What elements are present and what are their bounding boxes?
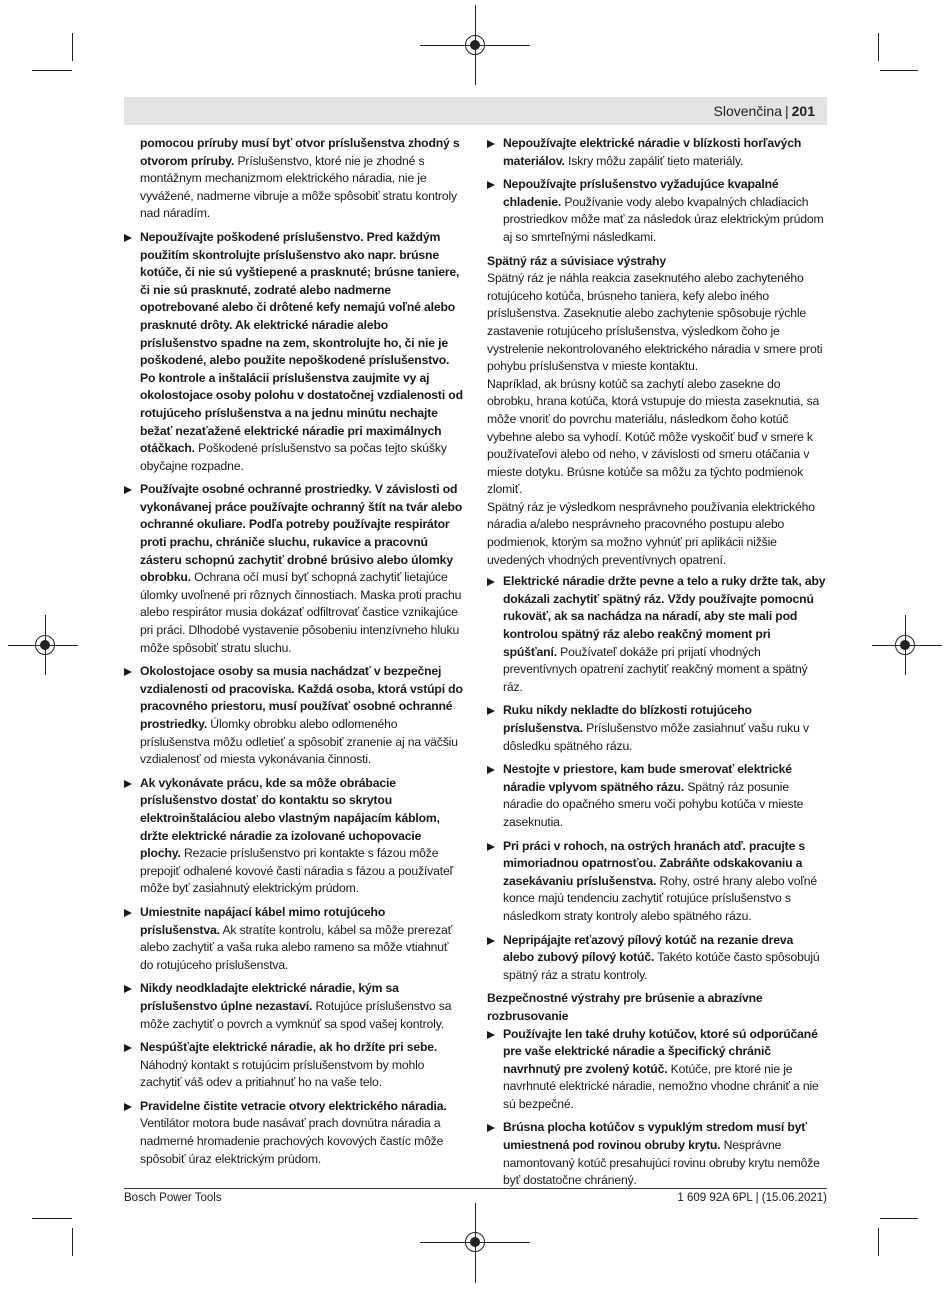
arrow-bullet-icon — [487, 181, 495, 189]
arrow-bullet-icon — [487, 1124, 495, 1132]
item-bold: Pri práci v rohoch, na ostrých hranách atď. pracujte s mimoriadnou opatrnosťou. Zabráňte odskakovaniu a zasekávaniu príslušenstva. — [503, 838, 806, 888]
item-bold: Pravidelne čistite vetracie otvory elektrického náradia. — [140, 1098, 447, 1113]
list-item — [487, 573, 827, 696]
item-bold: Nepoužívajte elektrické náradie v blízkosti horľavých materiálov. — [503, 136, 802, 168]
item-bold: Nepripájajte reťazový pílový kotúč na rezanie dreva alebo zubový pílový kotúč. — [503, 932, 794, 965]
item-normal: Používateľ dokáže pri prijatí vhodných preventívnych opatrení zachytiť reakčný moment a spätný ráz. — [503, 644, 808, 694]
arrow-bullet-icon — [124, 909, 132, 917]
item-bold: Okolostojace osoby sa musia nachádzať v bezpečnej vzdialenosti od pracoviska. Každá osoba, ktorá vstúpi do pracovného priestoru, musí používať osobné ochranné prostriedky. — [140, 664, 463, 731]
item-bold: Nikdy neodkladajte elektrické náradie, kým sa príslušenstvo úplne nezastaví. — [140, 981, 399, 1013]
footer-rule — [124, 1188, 827, 1189]
arrow-bullet-icon — [124, 985, 132, 993]
intro-normal: Príslušenstvo, ktoré nie je zhodné s montážnym mechanizmom elektrického náradia, nie je vyvážené, nadmerne vibruje a môže spôsobiť stratu kontroly nad náradím. — [140, 153, 457, 221]
paragraph: Napríklad, ak brúsny kotúč sa zachytí alebo zasekne do obrobku, hrana kotúča, ktorá vstupuje do miesta zaseknutia, sa môže vnoriť do povrchu materiálu, následkom čoho kotúč vybehne alebo sa vyhodí. Kotúč môže vyskočiť buď v smere k používateľovi alebo od neho, v závislosti od smeru otáčania v mieste dotyku. Brúsne kotúče sa môžu za týchto podmienok zlomiť. — [487, 376, 820, 497]
arrow-bullet-icon — [124, 780, 132, 788]
item-normal: Rohy, ostré hrany alebo voľné konce majú tendenciu zachytiť rotujúce príslušenstvo s následkom straty kontroly alebo spätného rázu. — [503, 873, 818, 923]
arrow-bullet-icon — [487, 707, 495, 715]
item-bold: Ruku nikdy nekladte do blízkosti rotujúceho príslušenstva. — [503, 703, 752, 735]
item-bold: Používajte len také druhy kotúčov, ktoré sú odporúčané pre vaše elektrické náradie a špecifický chránič navrhnutý pre zvolený kotúč. — [503, 1026, 818, 1076]
intro-paragraph — [124, 135, 464, 223]
list-item — [124, 481, 464, 657]
item-normal: Takéto kotúče často spôsobujú spätný ráz a stratu kontroly. — [503, 950, 820, 982]
item-bold: Nespúšťajte elektrické náradie, ak ho držíte pri sebe. — [140, 1040, 438, 1055]
left-column — [124, 135, 464, 1174]
arrow-bullet-icon — [487, 937, 495, 945]
list-item — [487, 932, 827, 985]
item-bold: Umiestnite napájací kábel mimo rotujúceho príslušenstva. — [140, 904, 386, 937]
list-item — [124, 1039, 464, 1092]
right-column — [487, 135, 827, 1196]
item-bold: Elektrické náradie držte pevne a telo a ruky držte tak, aby dokázali zachytiť spätný ráz. Vždy používajte pomocnú rukoväť, ak sa nachádza na náradí, aby ste mali pod kontrolou spätný ráz alebo reakčný moment pri spúšťaní. — [503, 574, 826, 659]
arrow-bullet-icon — [487, 843, 495, 851]
arrow-bullet-icon — [124, 1103, 132, 1111]
item-normal: Kotúče, pre ktoré nie je navrhnuté elektrické náradie, nemožno vhodne chrániť a nie sú bezpečné. — [503, 1061, 819, 1111]
intro-bold: pomocou príruby musí byť otvor príslušenstva zhodný s otvorom príruby. — [140, 136, 460, 168]
item-normal: Rezacie príslušenstvo pri kontakte s fázou môže prepojiť odhalené kovové časti náradia s fázou a používateľ môže byť zasiahnutý elektrickým prúdom. — [140, 846, 453, 896]
list-item — [487, 176, 827, 246]
list-item — [124, 980, 464, 1033]
item-normal: Nesprávne namontovaný kotúč presahujúci rovinu obruby krytu nemôže byť dostatočne chránený. — [503, 1138, 820, 1188]
list-item — [487, 761, 827, 831]
paragraph: Spätný ráz je náhla reakcia zaseknutého alebo zachyteného rotujúceho kotúča, brúsneho taniera, kefy alebo iného príslušenstva. Zaseknutie alebo zachytenie spôsobuje rýchle zastavenie rotujúceho príslušenstva, výsledkom čoho je vystrelenie nekontrolovaného elektrického náradia v smere proti pohybu príslušenstva v mieste kontaktu. — [487, 271, 823, 374]
list-item — [487, 1119, 827, 1189]
item-bold: Nestojte v priestore, kam bude smerovať elektrické náradie vplyvom spätného rázu. — [503, 762, 792, 794]
section-heading-grinding: Bezpečnostné výstrahy pre brúsenie a abrazívne rozbrusovanie — [487, 991, 763, 1023]
header-language: Slovenčina — [713, 103, 782, 119]
item-normal: Úlomky obrobku alebo odlomeného príslušenstva môžu odletieť a spôsobiť zranenie aj na väčšiu vzdialenosť od miesta vykonávania činnosti. — [140, 717, 458, 767]
item-normal: Príslušenstvo môže zasiahnuť vašu ruku v dôsledku spätného rázu. — [503, 721, 809, 753]
list-item — [124, 229, 464, 475]
list-item — [124, 1098, 464, 1168]
section-heading-kickback: Spätný ráz a súvisiace výstrahy — [487, 253, 666, 268]
item-normal: Poškodené príslušenstvo sa počas tejto skúšky obyčajne rozpadne. — [140, 441, 447, 473]
paragraph: Spätný ráz je výsledkom nesprávneho používania elektrického náradia a/alebo nesprávneho pracovného postupu alebo podmienok, ktorým sa možno vyhnúť pri aplikácii nižšie uvedených vhodných preventívnych opatrení. — [487, 499, 815, 567]
arrow-bullet-icon — [487, 1031, 495, 1039]
list-item — [487, 135, 827, 170]
list-item — [487, 702, 827, 755]
footer-brand: Bosch Power Tools — [124, 1192, 222, 1204]
list-item — [487, 838, 827, 926]
arrow-bullet-icon — [124, 234, 132, 242]
item-normal: Ventilátor motora bude nasávať prach dovnútra náradia a nadmerné hromadenie prachových kovových častíc môže spôsobiť úraz elektrickým prúdom. — [140, 1116, 444, 1166]
item-normal: Iskry môžu zapáliť tieto materiály. — [564, 153, 744, 168]
list-item — [124, 904, 464, 974]
footer-doc-id: 1 609 92A 6PL | (15.06.2021) — [677, 1192, 827, 1204]
item-bold: Používajte osobné ochranné prostriedky. V závislosti od vykonávanej práce používajte ochranný štít na tvár alebo ochranné okuliare. Podľa potreby používajte respirátor proti prachu, chrániče sluchu, rukavice a pracovnú zásteru schopnú zachytiť drobné brúsivo alebo úlomky obrobku. — [140, 482, 463, 585]
page-header — [124, 97, 827, 125]
header-text — [714, 103, 816, 119]
item-bold: Nepoužívajte poškodené príslušenstvo. Pred každým použitím skontrolujte príslušenstvo ako napr. brúsne kotúče, či nie sú vyštiepené a prasknuté; brúsne taniere, či nie sú prasknuté, zodraté alebo nadmerne opotrebované alebo či drôtené kefy nemajú voľné alebo prasknuté drôty. Ak elektrické náradie alebo príslušenstvo spadne na zem, skontrolujte ho, či nie je poškodené, alebo použite nepoškodené príslušenstvo. Po kontrole a inštalácii príslušenstva zaujmite vy aj okolostojace osoby polohu v dostatočnej vzdialenosti od rotujúceho príslušenstva a na jednu minútu nechajte bežať nezaťažené elektrické náradie pri maximálnych otáčkach. — [140, 229, 463, 456]
arrow-bullet-icon — [124, 486, 132, 494]
item-bold: Ak vykonávate prácu, kde sa môže obrábacie príslušenstvo dostať do kontaktu so skrytou elektroinštaláciou alebo vlastným napájacím káblom, držte elektrické náradie za izolované uchopovacie plochy. — [140, 775, 440, 861]
item-normal: Rotujúce príslušenstvo sa môže zachytiť o povrch a vymknúť sa spod vašej kontroly. — [140, 998, 452, 1031]
item-normal: Používanie vody alebo kvapalných chladiacich prostriedkov môže mať za následok úraz elektrickým prúdom aj so smrteľnými následkami. — [503, 194, 824, 244]
item-normal: Náhodný kontakt s rotujúcim príslušenstvom by mohlo zachytiť váš odev a pritiahnuť ho na vaše telo. — [140, 1057, 425, 1090]
list-item — [487, 1026, 827, 1114]
item-normal: Ochrana očí musí byť schopná zachytiť lietajúce úlomky uvoľnené pri rôznych činnostiach. Maska proti prachu alebo respirátor musia dokázať odfiltrovať častice vznikajúce pri práci. Dlhodobé vystavenie pôsobeniu intenzívneho hluku môže spôsobiť stratu sluchu. — [140, 570, 462, 655]
item-bold: Brúsna plocha kotúčov s vypuklým stredom musí byť umiestnená pod rovinou obruby krytu. — [503, 1120, 807, 1153]
list-item — [124, 775, 464, 898]
header-separator: | — [785, 103, 789, 119]
page-number: 201 — [791, 103, 815, 119]
arrow-bullet-icon — [124, 1044, 132, 1052]
list-item — [124, 663, 464, 769]
arrow-bullet-icon — [487, 140, 495, 148]
arrow-bullet-icon — [124, 668, 132, 676]
item-normal: Spätný ráz posunie náradie do opačného smeru voči pohybu kotúča v mieste zaseknutia. — [503, 779, 804, 829]
item-normal: Ak stratíte kontrolu, kábel sa môže prerezať alebo zachytiť a vaša ruka alebo rameno sa môže vtiahnuť do rotujúceho príslušenstva. — [140, 922, 453, 972]
arrow-bullet-icon — [487, 766, 495, 774]
arrow-bullet-icon — [487, 578, 495, 586]
item-bold: Nepoužívajte príslušenstvo vyžadujúce kvapalné chladenie. — [503, 177, 779, 209]
